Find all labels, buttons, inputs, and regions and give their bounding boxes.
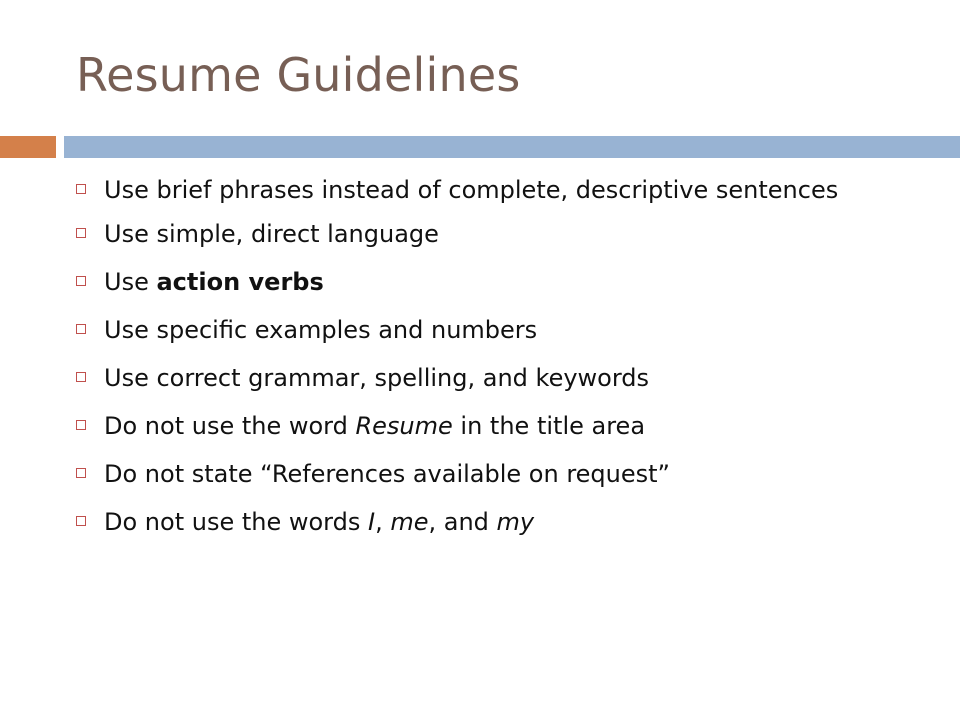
square-bullet-icon (76, 420, 86, 430)
bullet-text (104, 408, 916, 444)
list-item (76, 264, 916, 300)
title-rule (64, 136, 960, 158)
slide-title: Resume Guidelines (76, 48, 521, 102)
bullet-text-separator: , (375, 508, 391, 536)
bullet-text: Do not state “References available on request” (104, 460, 670, 488)
bullet-text-suffix: in the title area (452, 412, 646, 440)
bullet-text: Use simple, direct language (104, 220, 439, 248)
list-item (76, 360, 916, 396)
bullet-text-bold: action verbs (156, 268, 324, 296)
title-rule-accent (0, 136, 56, 158)
list-item (76, 216, 916, 252)
square-bullet-icon (76, 184, 86, 194)
square-bullet-icon (76, 324, 86, 334)
bullet-text-separator: , and (428, 508, 497, 536)
list-item (76, 312, 916, 348)
square-bullet-icon (76, 276, 86, 286)
list-item (76, 408, 916, 444)
square-bullet-icon (76, 228, 86, 238)
bullet-text-prefix: Use (104, 268, 157, 296)
bullet-text: Use brief phrases instead of complete, descriptive sentences (104, 176, 839, 204)
bullet-text (104, 504, 916, 540)
bullet-text: Use correct grammar, spelling, and keywords (104, 364, 650, 392)
bullet-text-italic: Resume (355, 412, 453, 440)
bullet-text (104, 264, 916, 300)
bullet-text-italic: my (496, 508, 535, 536)
list-item (76, 456, 916, 492)
bullet-text-prefix: Do not use the word (104, 412, 356, 440)
square-bullet-icon (76, 372, 86, 382)
square-bullet-icon (76, 468, 86, 478)
bullet-text-italic: me (390, 508, 429, 536)
bullet-text: Use specific examples and numbers (104, 316, 538, 344)
list-item (76, 504, 916, 540)
square-bullet-icon (76, 516, 86, 526)
bullet-text-prefix: Do not use the words (104, 508, 368, 536)
list-item (76, 172, 916, 208)
bullet-text-italic: I (367, 508, 376, 536)
bullet-list (76, 172, 916, 552)
